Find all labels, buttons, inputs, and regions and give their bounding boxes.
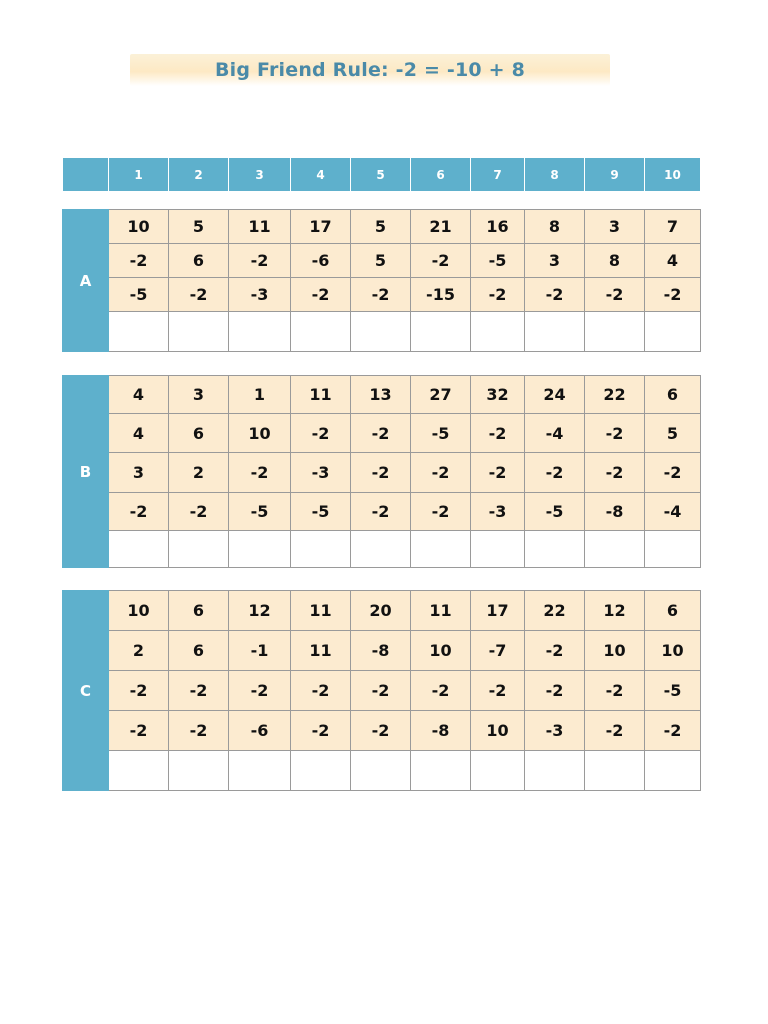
answer-cell[interactable]: [109, 531, 169, 568]
value-cell: -2: [351, 453, 411, 493]
answer-cell[interactable]: [351, 751, 411, 791]
value-cell: -6: [291, 244, 351, 278]
value-cell: -2: [351, 671, 411, 711]
value-cell: -2: [471, 414, 525, 453]
value-cell: -2: [291, 278, 351, 312]
table-row: [63, 631, 701, 671]
value-cell: 32: [471, 376, 525, 414]
value-cell: 11: [291, 631, 351, 671]
value-cell: -2: [169, 493, 229, 531]
answer-cell[interactable]: [169, 751, 229, 791]
table-row: [63, 591, 701, 631]
value-cell: 2: [109, 631, 169, 671]
value-cell: -2: [645, 278, 701, 312]
value-cell: -2: [645, 711, 701, 751]
column-header: 5: [351, 158, 411, 192]
table-row: [63, 414, 701, 453]
value-cell: -2: [109, 244, 169, 278]
table-row: [63, 278, 701, 312]
table-row: [63, 671, 701, 711]
value-cell: 1: [229, 376, 291, 414]
section-b-table: [62, 375, 701, 568]
value-cell: -2: [109, 711, 169, 751]
value-cell: -5: [645, 671, 701, 711]
answer-cell[interactable]: [471, 312, 525, 352]
value-cell: -2: [585, 453, 645, 493]
title-banner: [130, 54, 610, 86]
answer-cell[interactable]: [645, 312, 701, 352]
value-cell: 5: [645, 414, 701, 453]
value-cell: -2: [351, 278, 411, 312]
value-cell: -2: [585, 711, 645, 751]
value-cell: 3: [109, 453, 169, 493]
value-cell: -2: [291, 711, 351, 751]
value-cell: 13: [351, 376, 411, 414]
table-row: [63, 453, 701, 493]
value-cell: -2: [291, 414, 351, 453]
value-cell: 2: [169, 453, 229, 493]
column-header-table: [62, 157, 701, 192]
section-label: B: [63, 376, 109, 568]
value-cell: -2: [411, 493, 471, 531]
value-cell: 6: [169, 244, 229, 278]
value-cell: -1: [229, 631, 291, 671]
value-cell: -2: [411, 244, 471, 278]
answer-cell[interactable]: [411, 751, 471, 791]
value-cell: 6: [645, 591, 701, 631]
answer-cell[interactable]: [585, 312, 645, 352]
value-cell: -2: [645, 453, 701, 493]
answer-cell[interactable]: [109, 312, 169, 352]
value-cell: -2: [585, 671, 645, 711]
table-row: [63, 244, 701, 278]
value-cell: 3: [585, 210, 645, 244]
section-a-table: [62, 209, 701, 352]
answer-cell[interactable]: [291, 312, 351, 352]
answer-cell[interactable]: [411, 312, 471, 352]
page-title: Big Friend Rule: -2 = -10 + 8: [214, 59, 525, 81]
value-cell: -3: [291, 453, 351, 493]
answer-row: [63, 312, 701, 352]
answer-cell[interactable]: [291, 751, 351, 791]
value-cell: 10: [645, 631, 701, 671]
value-cell: -2: [351, 493, 411, 531]
column-header: 6: [411, 158, 471, 192]
value-cell: 8: [525, 210, 585, 244]
value-cell: -5: [291, 493, 351, 531]
column-header: 8: [525, 158, 585, 192]
value-cell: -2: [351, 711, 411, 751]
answer-cell[interactable]: [229, 312, 291, 352]
value-cell: 10: [411, 631, 471, 671]
table-row: [63, 376, 701, 414]
table-row: [63, 493, 701, 531]
answer-cell[interactable]: [169, 531, 229, 568]
value-cell: 10: [471, 711, 525, 751]
answer-cell[interactable]: [229, 751, 291, 791]
value-cell: 5: [169, 210, 229, 244]
column-header: 7: [471, 158, 525, 192]
value-cell: 4: [109, 414, 169, 453]
value-cell: 22: [585, 376, 645, 414]
value-cell: -2: [229, 671, 291, 711]
value-cell: 8: [585, 244, 645, 278]
value-cell: -2: [525, 671, 585, 711]
value-cell: -2: [525, 631, 585, 671]
value-cell: -2: [351, 414, 411, 453]
answer-cell[interactable]: [109, 751, 169, 791]
column-header: 1: [109, 158, 169, 192]
table-row: [63, 210, 701, 244]
answer-cell[interactable]: [645, 531, 701, 568]
answer-cell[interactable]: [229, 531, 291, 568]
value-cell: -8: [351, 631, 411, 671]
value-cell: 3: [525, 244, 585, 278]
value-cell: -4: [525, 414, 585, 453]
value-cell: -2: [411, 671, 471, 711]
header-corner-cell: [63, 158, 109, 192]
value-cell: -7: [471, 631, 525, 671]
column-header: 10: [645, 158, 701, 192]
section-label: A: [63, 210, 109, 352]
value-cell: 11: [291, 591, 351, 631]
answer-row: [63, 531, 701, 568]
answer-cell[interactable]: [169, 312, 229, 352]
value-cell: 16: [471, 210, 525, 244]
value-cell: 4: [645, 244, 701, 278]
value-cell: -2: [471, 278, 525, 312]
section-label: C: [63, 591, 109, 791]
value-cell: -2: [109, 671, 169, 711]
column-header: 9: [585, 158, 645, 192]
value-cell: 10: [109, 591, 169, 631]
answer-cell[interactable]: [351, 531, 411, 568]
value-cell: 6: [169, 631, 229, 671]
answer-cell[interactable]: [525, 312, 585, 352]
value-cell: -3: [229, 278, 291, 312]
value-cell: -2: [229, 244, 291, 278]
table-row: [63, 711, 701, 751]
column-header: 2: [169, 158, 229, 192]
value-cell: 3: [169, 376, 229, 414]
answer-cell[interactable]: [645, 751, 701, 791]
value-cell: -2: [109, 493, 169, 531]
value-cell: -3: [471, 493, 525, 531]
value-cell: 22: [525, 591, 585, 631]
value-cell: 12: [585, 591, 645, 631]
value-cell: 6: [169, 591, 229, 631]
answer-cell[interactable]: [525, 751, 585, 791]
value-cell: -5: [471, 244, 525, 278]
value-cell: -2: [169, 671, 229, 711]
value-cell: -15: [411, 278, 471, 312]
value-cell: 10: [109, 210, 169, 244]
value-cell: 5: [351, 244, 411, 278]
value-cell: -8: [411, 711, 471, 751]
value-cell: 7: [645, 210, 701, 244]
answer-cell[interactable]: [411, 531, 471, 568]
column-header: 3: [229, 158, 291, 192]
value-cell: 27: [411, 376, 471, 414]
value-cell: 6: [169, 414, 229, 453]
answer-cell[interactable]: [351, 312, 411, 352]
answer-cell[interactable]: [471, 751, 525, 791]
value-cell: -2: [411, 453, 471, 493]
answer-cell[interactable]: [291, 531, 351, 568]
value-cell: -2: [585, 278, 645, 312]
column-header-row: [63, 158, 701, 192]
section-c-table: [62, 590, 701, 791]
value-cell: -5: [525, 493, 585, 531]
value-cell: -3: [525, 711, 585, 751]
value-cell: 11: [411, 591, 471, 631]
value-cell: -2: [169, 711, 229, 751]
value-cell: -5: [411, 414, 471, 453]
value-cell: 11: [229, 210, 291, 244]
value-cell: -6: [229, 711, 291, 751]
value-cell: -2: [229, 453, 291, 493]
answer-row: [63, 751, 701, 791]
value-cell: -2: [471, 453, 525, 493]
value-cell: 24: [525, 376, 585, 414]
value-cell: 11: [291, 376, 351, 414]
value-cell: 12: [229, 591, 291, 631]
value-cell: 17: [291, 210, 351, 244]
value-cell: 17: [471, 591, 525, 631]
value-cell: -2: [525, 453, 585, 493]
value-cell: -2: [291, 671, 351, 711]
value-cell: -5: [229, 493, 291, 531]
value-cell: 10: [229, 414, 291, 453]
value-cell: -2: [525, 278, 585, 312]
value-cell: -5: [109, 278, 169, 312]
answer-cell[interactable]: [585, 751, 645, 791]
value-cell: 6: [645, 376, 701, 414]
answer-cell[interactable]: [471, 531, 525, 568]
value-cell: 21: [411, 210, 471, 244]
value-cell: -2: [169, 278, 229, 312]
value-cell: -4: [645, 493, 701, 531]
value-cell: 5: [351, 210, 411, 244]
value-cell: -2: [585, 414, 645, 453]
answer-cell[interactable]: [525, 531, 585, 568]
answer-cell[interactable]: [585, 531, 645, 568]
value-cell: 20: [351, 591, 411, 631]
value-cell: 10: [585, 631, 645, 671]
value-cell: -2: [471, 671, 525, 711]
column-header: 4: [291, 158, 351, 192]
value-cell: 4: [109, 376, 169, 414]
value-cell: -8: [585, 493, 645, 531]
